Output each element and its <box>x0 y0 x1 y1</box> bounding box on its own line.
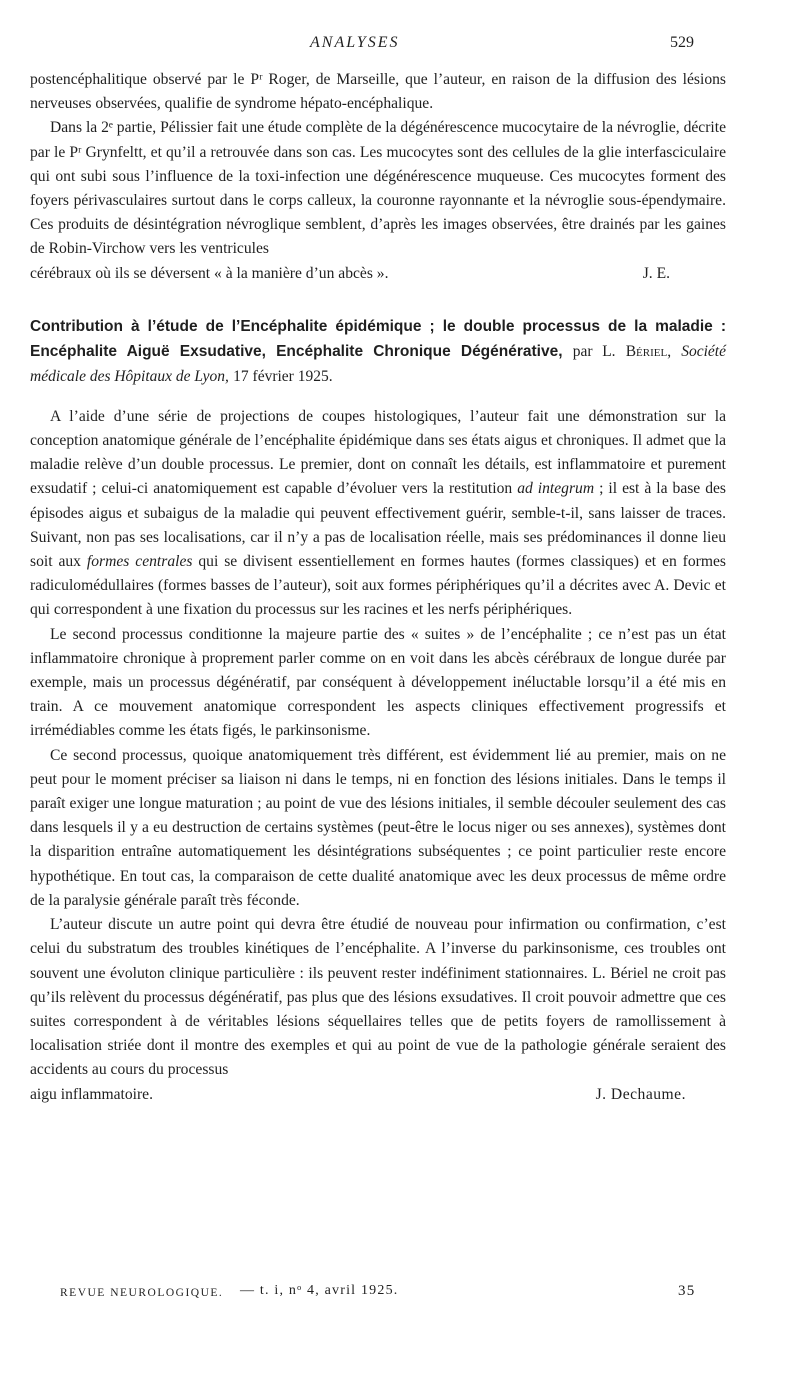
article-by: par L. <box>572 342 616 360</box>
article-paragraph-4: L’auteur discute un autre point qui devra être étudié de nouveau pour infirmation ou confirmation, c’est celui du substratum des troubles kinétiques de l’encéphalite. A l’inverse du parkinsonisme, ces troubles ont souvent une évoluton clinique particulière : ils peuvent rester indéfiniment stationnaires. L. Bériel ne croit pas qu’ils relèvent du processus dégénératif, pas plus que des lésions exsudatives. Il croit pouvoir admettre que ces suites correspondent à de véritables lésions séquellaires telles que de petits foyers de ramollissement à localisation striée dont il montre des exemples et qui au point de vue de la pathologie générale seraient des accidents au cours du processus <box>30 916 726 1079</box>
article-p1-italic-forms: formes centrales <box>86 553 193 571</box>
article-title: Contribution à l’étude de l’Encéphalite épidémique ; le double processus de la maladie : Encéphalite Aiguë Exsudative, Encéphalite Chronique Dégénérative, <box>30 317 726 360</box>
article-last-line: aigu inflammatoire. <box>30 1085 153 1103</box>
article-heading <box>30 314 726 389</box>
article-date: 17 février 1925. <box>233 367 333 385</box>
prev-review-signature: J. E. <box>642 264 670 282</box>
article-closing-line <box>30 1083 726 1107</box>
running-header <box>0 34 800 54</box>
article-p1-italic-latin: ad integrum <box>517 480 595 498</box>
article-p1-part-c: qui se divisent essentiellement en formes hautes (formes classiques) et en formes radiculomédullaires (formes basses de l’auteur), soit aux formes périphériques qu’il a décrites avec A. Devic et qui correspondent à une fixation du processus sur les racines et les nerfs périphériques. <box>30 553 726 619</box>
prev-review-paragraph-2 <box>30 116 726 261</box>
article-paragraph-3: Ce second processus, quoique anatomiquement très différent, est évidemment lié au premier, mais on ne peut pour le moment préciser sa liaison ni dans le temps, ni en fonction des lésions initiales. Dans le temps il paraît exiger une longue maturation ; au point de vue des lésions initiales, il semble découler seulement des cas dans lesquels il y a eu destruction de certains systèmes (peut-être le locus niger ou ses annexes), systèmes dont la disparition entraîne automatiquement les désintégrations subséquentes ; ce point particulier reste encore hypothétique. En tout cas, la comparaison de cette dualité anatomique avec les deux processus de même ordre de la paralysie générale paraît très féconde. <box>30 746 726 909</box>
article-p1-part-a: A l’aide d’une série de projections de coupes histologiques, l’auteur fait une démonstration sur la conception anatomique générale de l’encéphalite épidémique dans ses états aigus et chroniques. Il admet que la maladie relève d’un double processus. Le premier, dont on connaît les détails, est inflammatoire et purement exsudatif ; celui-ci anatomiquement est capable d’évoluer vers la restitution <box>30 407 726 498</box>
prev-review-paragraph-2-text: Dans la 2ᵉ partie, Pélissier fait une étude complète de la dégénérescence mucocytaire de la névroglie, décrite par le Pʳ Grynfeltt, et qu’il a retrouvée dans son cas. Les mucocytes sont des cellules de la glie interfasciculaire qui ont subi sous l’influence de la toxi-infection une dégénérescence muqueuse. Ces mucocytes forment des foyers périvasculaires surtout dans le corps calleux, la couronne rayonnante et la névroglie sous-épendymaire. Ces produits de désintégration névroglique semblent, d’après les images observées, être drainés par les gaines de Robin-Virchow vers les ventricules <box>30 119 726 258</box>
article-author: Bériel, <box>625 342 672 360</box>
footer-journal: REVUE NEUROLOGIQUE. <box>60 1287 224 1299</box>
article-venue: Société médicale des Hôpitaux de Lyon, <box>30 342 726 385</box>
page-footer <box>60 1283 700 1305</box>
prev-review-last-line: cérébraux où ils se déversent « à la manière d’un abcès ». <box>30 264 389 282</box>
article-paragraph-1 <box>30 405 726 623</box>
prev-review-paragraph-1: postencéphalitique observé par le Pʳ Roger, de Marseille, que l’auteur, en raison de la diffusion des lésions nerveuses observées, qualifie de syndrome hépato-encéphalique. <box>30 71 726 113</box>
footer-issue: — t. i, nᵒ 4, avril 1925. <box>240 1283 399 1298</box>
prev-review-closing-line <box>30 262 726 286</box>
article-paragraph-2: Le second processus conditionne la majeure partie des « suites » de l’encéphalite ; ce n’est pas un état inflammatoire chronique à proprement parler comme on en voit dans les abcès cérébraux de longue durée par exemple, mais un processus dégénératif, par conséquent à développement inéluctable lorsqu’il a été mis en train. A ce mouvement anatomique correspondent les aspects cliniques effectivement progressifs et irrémédiables comme les états figés, le parkinsonisme. <box>30 625 726 740</box>
article-p1-part-b: ; il est à la base des épisodes aigus et subaigus de la maladie qui peuvent effectivement guérir, semble-t-il, sans laisser de traces. Suivant, non pas ses localisations, car il n’y a pas de localisation réelle, mais ses prédominances il donne lieu soit aux <box>30 480 726 571</box>
page-number: 529 <box>670 34 694 51</box>
running-title: ANALYSES <box>310 34 400 51</box>
article-signature: J. Dechaume. <box>595 1085 686 1103</box>
footer-sheet-number: 35 <box>678 1283 696 1299</box>
page-body <box>30 68 726 1107</box>
